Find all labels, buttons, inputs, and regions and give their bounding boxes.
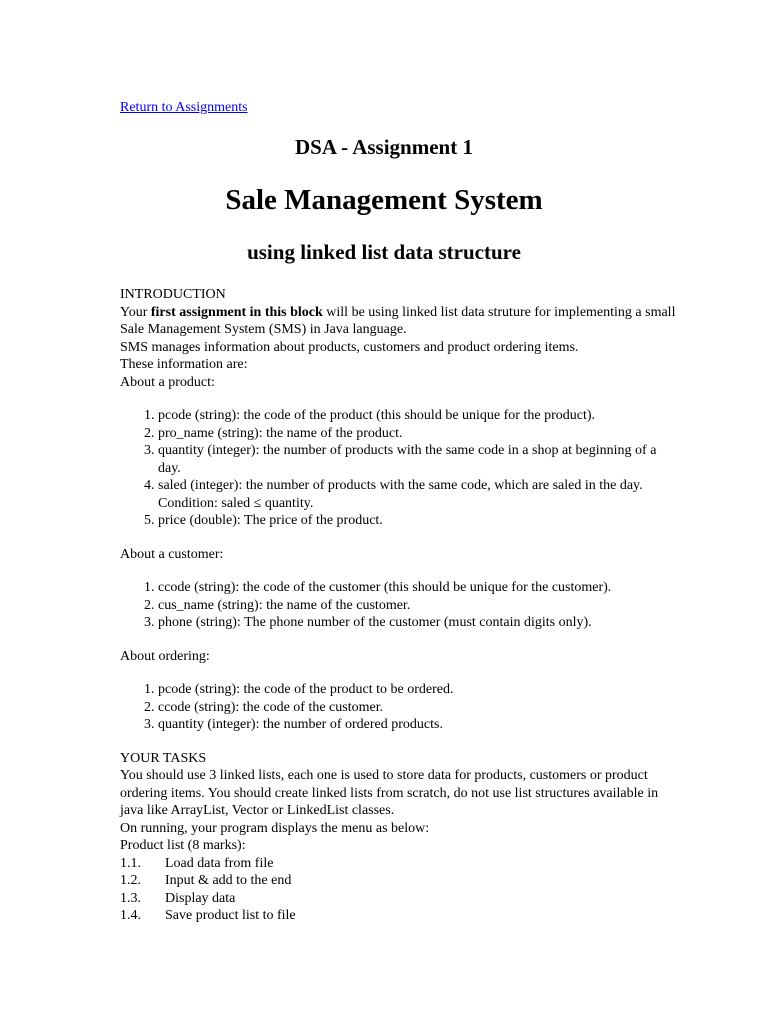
menu-item-label: Save product list to file bbox=[165, 908, 296, 923]
menu-item-number: 1.2. bbox=[120, 873, 141, 888]
assignment-heading: DSA - Assignment 1 bbox=[295, 135, 473, 159]
intro-text-end: will be using linked list data struture for implementing a small Sale Management System (SMS) in Java language. bbox=[120, 304, 676, 337]
tasks-heading: YOUR TASKS bbox=[120, 750, 207, 766]
product-list-title: Product list (8 marks): bbox=[120, 838, 246, 853]
list-item: 3. phone (string): The phone number of the customer (must contain digits only). bbox=[158, 614, 680, 632]
ordering-field-list bbox=[120, 681, 680, 734]
document-body bbox=[120, 286, 680, 925]
menu-item bbox=[120, 872, 680, 890]
list-item: 1. pcode (string): the code of the product to be ordered. bbox=[158, 681, 680, 699]
ordering-heading: About ordering: bbox=[120, 648, 210, 664]
intro-heading: INTRODUCTION bbox=[120, 287, 226, 302]
menu-item bbox=[120, 890, 680, 908]
page-subtitle: using linked list data structure bbox=[247, 240, 521, 264]
tasks-paragraph: You should use 3 linked lists, each one is used to store data for products, customers or product ordering items. You should create linked lists from scratch, do not use list structures available in java like ArrayList, Vector or LinkedList classes. bbox=[120, 768, 659, 818]
menu-item-number: 1.3. bbox=[120, 890, 141, 906]
list-item: 4. saled (integer): the number of products with the same code, which are saled in the day. Condition: saled ≤ quantity. bbox=[158, 477, 680, 512]
menu-item-label: Display data bbox=[165, 890, 236, 906]
intro-info-line: These information are: bbox=[120, 357, 248, 372]
customer-heading: About a customer: bbox=[120, 546, 224, 562]
menu-item bbox=[120, 907, 680, 925]
list-item: 1. ccode (string): the code of the customer (this should be unique for the customer). bbox=[158, 579, 680, 597]
list-item: 5. price (double): The price of the product. bbox=[158, 512, 680, 530]
page-title: Sale Management System bbox=[225, 184, 543, 216]
customer-field-list bbox=[120, 579, 680, 632]
menu-item-label: Load data from file bbox=[165, 855, 274, 871]
list-item: 2. ccode (string): the code of the customer. bbox=[158, 699, 680, 717]
menu-item-number: 1.4. bbox=[120, 908, 141, 923]
list-item: 1. pcode (string): the code of the product (this should be unique for the product). bbox=[158, 407, 680, 425]
list-item: 3. quantity (integer): the number of ordered products. bbox=[158, 716, 680, 734]
menu-item-number: 1.1. bbox=[120, 855, 141, 871]
tasks-menu-intro: On running, your program displays the menu as below: bbox=[120, 820, 430, 836]
product-heading: About a product: bbox=[120, 374, 215, 390]
menu-item bbox=[120, 855, 680, 873]
intro-paragraph bbox=[120, 304, 680, 339]
menu-item-label: Input & add to the end bbox=[165, 873, 292, 888]
return-to-assignments-link[interactable]: Return to Assignments bbox=[120, 100, 248, 115]
list-item: 2. pro_name (string): the name of the product. bbox=[158, 425, 680, 443]
product-menu-list bbox=[120, 855, 680, 925]
product-field-list bbox=[120, 407, 680, 530]
list-item: 2. cus_name (string): the name of the customer. bbox=[158, 597, 680, 615]
intro-text-start: Your bbox=[120, 304, 151, 320]
intro-bold-text: first assignment in this block bbox=[150, 304, 323, 320]
intro-sms-line: SMS manages information about products, customers and product ordering items. bbox=[120, 339, 579, 355]
list-item: 3. quantity (integer): the number of products with the same code in a shop at beginning of a day. bbox=[158, 442, 680, 477]
